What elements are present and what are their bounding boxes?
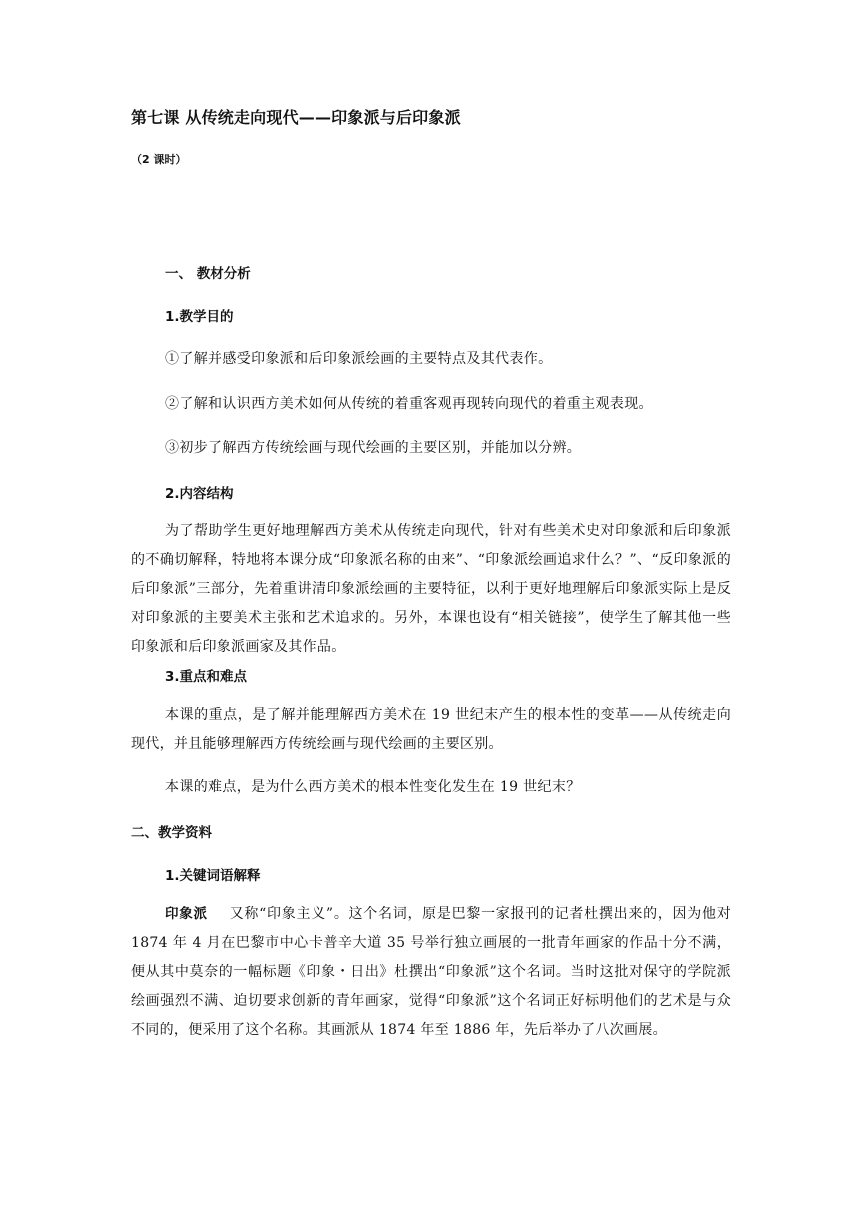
goal-item: ③初步了解西方传统绘画与现代绘画的主要区别，并能加以分辨。 <box>165 440 582 456</box>
key-point-paragraph: 本课的重点，是了解并能理解西方美术在 19 世纪末产生的根本性的变革——从传统走向现代，并且能够理解西方传统绘画与现代绘画的主要区别。 <box>131 707 731 752</box>
section-heading-materials: 二、教学资料 <box>131 825 212 841</box>
document-title: 第七课 从传统走向现代——印象派与后印象派 <box>131 108 461 127</box>
class-hours-note: （2 课时） <box>131 153 187 166</box>
keyword-term: 印象派 <box>165 906 208 922</box>
goal-item: ②了解和认识西方美术如何从传统的着重客观再现转向现代的着重主观表现。 <box>165 396 653 412</box>
structure-paragraph: 为了帮助学生更好地理解西方美术从传统走向现代，针对有些美术史对印象派和后印象派的不确切解释，特地将本课分成“印象派名称的由来”、“印象派绘画追求什么？”、“反印象派的后印象派”三部分，先着重讲清印象派绘画的主要特征，以利于更好地理解后印象派实际上是反对印象派的主要美术主张和艺术追求的。另外，本课也设有“相关链接”，使学生了解其他一些印象派和后印象派画家及其作品。 <box>131 523 731 655</box>
subsection-heading-keywords: 1.关键词语解释 <box>165 868 261 884</box>
section-heading-analysis: 一、 教材分析 <box>165 266 251 282</box>
difficulty-paragraph: 本课的难点，是为什么西方美术的根本性变化发生在 19 世纪末？ <box>165 779 581 795</box>
subsection-heading-key-points: 3.重点和难点 <box>165 669 248 685</box>
subsection-heading-structure: 2.内容结构 <box>165 486 234 502</box>
goal-item: ①了解并感受印象派和后印象派绘画的主要特点及其代表作。 <box>165 351 553 367</box>
keyword-definition: 又称“印象主义”。这个名词，原是巴黎一家报刊的记者杜撰出来的，因为他对 1874 年 4 月在巴黎市中心卡普辛大道 35 号举行独立画展的一批青年画家的作品十分不满，便从其中莫奈的一幅标题《印象・日出》杜撰出“印象派”这个名词。当时这批对保守的学院派绘画强烈不满、迫切要求创新的青年画家，觉得“印象派”这个名词正好标明他们的艺术是与众不同的，便采用了这个名称。其画派从 1874 年至 1886 年，先后举办了八次画展。 <box>131 906 732 1038</box>
subsection-heading-goals: 1.教学目的 <box>165 309 234 325</box>
keyword-definition-paragraph <box>131 900 731 1045</box>
